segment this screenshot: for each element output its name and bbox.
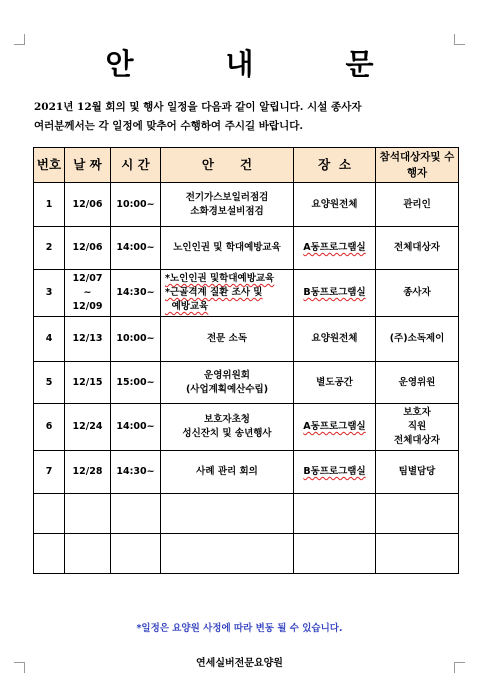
cell-place bbox=[294, 317, 376, 362]
place-text: A동프로그램실 bbox=[303, 421, 366, 432]
cell-no: 5 bbox=[34, 362, 65, 404]
item-line: 성신잔치 및 송년행사 bbox=[182, 428, 272, 439]
item-line: 전문 소독 bbox=[206, 333, 247, 344]
cell-no: 3 bbox=[34, 270, 65, 317]
table-row bbox=[34, 317, 459, 362]
empty-table-row bbox=[34, 494, 459, 534]
place-text: A동프로그램실 bbox=[303, 242, 366, 253]
header-item: 안 건 bbox=[161, 148, 294, 183]
item-line: *근골격계 질환 조사 및 bbox=[165, 287, 263, 298]
table-row bbox=[34, 183, 459, 227]
cell-place bbox=[294, 362, 376, 404]
empty-cell bbox=[376, 534, 459, 574]
table-row bbox=[34, 451, 459, 494]
place-text: B동프로그램실 bbox=[303, 466, 366, 477]
date-line: 12/07 bbox=[72, 273, 103, 284]
table-row bbox=[34, 362, 459, 404]
item-line: 예방교육 bbox=[165, 301, 209, 312]
date-line: 12/09 bbox=[72, 301, 103, 312]
empty-cell bbox=[161, 534, 294, 574]
cell-item bbox=[161, 270, 294, 317]
title-char-3: 문 bbox=[345, 46, 374, 81]
cell-item bbox=[161, 404, 294, 451]
cell-place bbox=[294, 183, 376, 227]
cell-time: 14:00~ bbox=[111, 404, 161, 451]
schedule-change-note: *일정은 요양원 사정에 따라 변동 될 수 있습니다. bbox=[136, 623, 343, 634]
date-line: ~ bbox=[83, 287, 92, 298]
table-row bbox=[34, 227, 459, 270]
title-char-1: 안 bbox=[105, 46, 134, 81]
item-line: *노인인권 및학대예방교육 bbox=[165, 273, 275, 284]
cell-target bbox=[376, 270, 459, 317]
cell-no: 2 bbox=[34, 227, 65, 270]
cell-time: 15:00~ bbox=[111, 362, 161, 404]
cell-time: 14:30~ bbox=[111, 270, 161, 317]
document-title bbox=[0, 40, 479, 84]
empty-cell bbox=[34, 534, 65, 574]
target-line: 종사자 bbox=[403, 287, 431, 298]
date-line: 12/24 bbox=[72, 421, 103, 432]
cell-no: 1 bbox=[34, 183, 65, 227]
cell-place bbox=[294, 451, 376, 494]
cell-place bbox=[294, 270, 376, 317]
empty-table-row bbox=[34, 534, 459, 574]
organization-name: 연세실버전문요양원 bbox=[196, 658, 283, 669]
empty-cell bbox=[376, 494, 459, 534]
header-place: 장 소 bbox=[294, 148, 376, 183]
header-no: 번호 bbox=[34, 148, 65, 183]
target-line: 운영위원 bbox=[398, 376, 436, 388]
cell-date bbox=[65, 404, 111, 451]
cell-date bbox=[65, 317, 111, 362]
date-line: 12/06 bbox=[72, 242, 103, 253]
empty-cell bbox=[34, 494, 65, 534]
empty-cell bbox=[111, 534, 161, 574]
cell-date bbox=[65, 227, 111, 270]
empty-cell bbox=[111, 494, 161, 534]
date-line: 12/28 bbox=[72, 466, 103, 477]
cell-item bbox=[161, 227, 294, 270]
cell-time: 14:00~ bbox=[111, 227, 161, 270]
header-time: 시 간 bbox=[111, 148, 161, 183]
cell-date bbox=[65, 451, 111, 494]
cell-time: 14:30~ bbox=[111, 451, 161, 494]
date-line: 12/15 bbox=[72, 376, 103, 388]
empty-cell bbox=[65, 494, 111, 534]
date-line: 12/13 bbox=[72, 333, 103, 344]
cell-target bbox=[376, 451, 459, 494]
cell-no: 4 bbox=[34, 317, 65, 362]
cell-item bbox=[161, 362, 294, 404]
place-text: 별도공간 bbox=[316, 376, 353, 388]
target-line: 전체대상자 bbox=[394, 435, 440, 446]
item-line: 운영위원회 bbox=[204, 369, 250, 381]
cell-place bbox=[294, 404, 376, 451]
empty-cell bbox=[294, 534, 376, 574]
target-line: (주)소독제이 bbox=[389, 333, 445, 344]
item-line: 전기가스보일러점검 bbox=[185, 191, 269, 203]
target-line: 보호자 bbox=[403, 407, 431, 418]
date-line: 12/06 bbox=[72, 198, 103, 210]
table-row bbox=[34, 404, 459, 451]
cell-place bbox=[294, 227, 376, 270]
cell-date bbox=[65, 183, 111, 227]
cell-time: 10:00~ bbox=[111, 317, 161, 362]
intro-line-2: 여러분께서는 각 일정에 맞추어 수행하여 주시길 바랍니다. bbox=[34, 120, 304, 132]
cell-target bbox=[376, 183, 459, 227]
place-text: 요양원전체 bbox=[311, 333, 358, 344]
cell-no: 7 bbox=[34, 451, 65, 494]
item-line: (사업계획예산수립) bbox=[185, 383, 269, 395]
cell-no: 6 bbox=[34, 404, 65, 451]
empty-cell bbox=[161, 494, 294, 534]
cell-date bbox=[65, 270, 111, 317]
cell-item bbox=[161, 183, 294, 227]
item-line: 소화경보설비점검 bbox=[190, 205, 264, 217]
cell-target bbox=[376, 404, 459, 451]
item-line: 사례 관리 회의 bbox=[196, 466, 258, 477]
table-header-row bbox=[34, 148, 459, 183]
cell-item bbox=[161, 451, 294, 494]
target-line: 직원 bbox=[407, 421, 427, 432]
place-text: B동프로그램실 bbox=[303, 287, 366, 298]
cell-target bbox=[376, 362, 459, 404]
place-text: 요양원전체 bbox=[311, 198, 358, 210]
intro-paragraph bbox=[34, 98, 454, 136]
schedule-table bbox=[33, 147, 459, 574]
target-line: 관리인 bbox=[403, 198, 431, 210]
header-date: 날 짜 bbox=[65, 148, 111, 183]
empty-cell bbox=[294, 494, 376, 534]
title-char-2: 내 bbox=[225, 46, 254, 81]
target-line: 팀별담당 bbox=[398, 466, 436, 477]
target-line: 전체대상자 bbox=[394, 242, 440, 253]
cell-time: 10:00~ bbox=[111, 183, 161, 227]
cell-item bbox=[161, 317, 294, 362]
item-line: 노인인권 및 학대예방교육 bbox=[173, 242, 281, 253]
header-target: 참석대상자및 수행자 bbox=[376, 148, 459, 183]
empty-cell bbox=[65, 534, 111, 574]
cell-target bbox=[376, 317, 459, 362]
intro-line-1: 2021년 12월 회의 및 행사 일정을 다음과 같이 알립니다. 시설 종사자 bbox=[34, 101, 362, 113]
item-line: 보호자초청 bbox=[204, 414, 250, 425]
cell-target bbox=[376, 227, 459, 270]
cell-date bbox=[65, 362, 111, 404]
table-row bbox=[34, 270, 459, 317]
